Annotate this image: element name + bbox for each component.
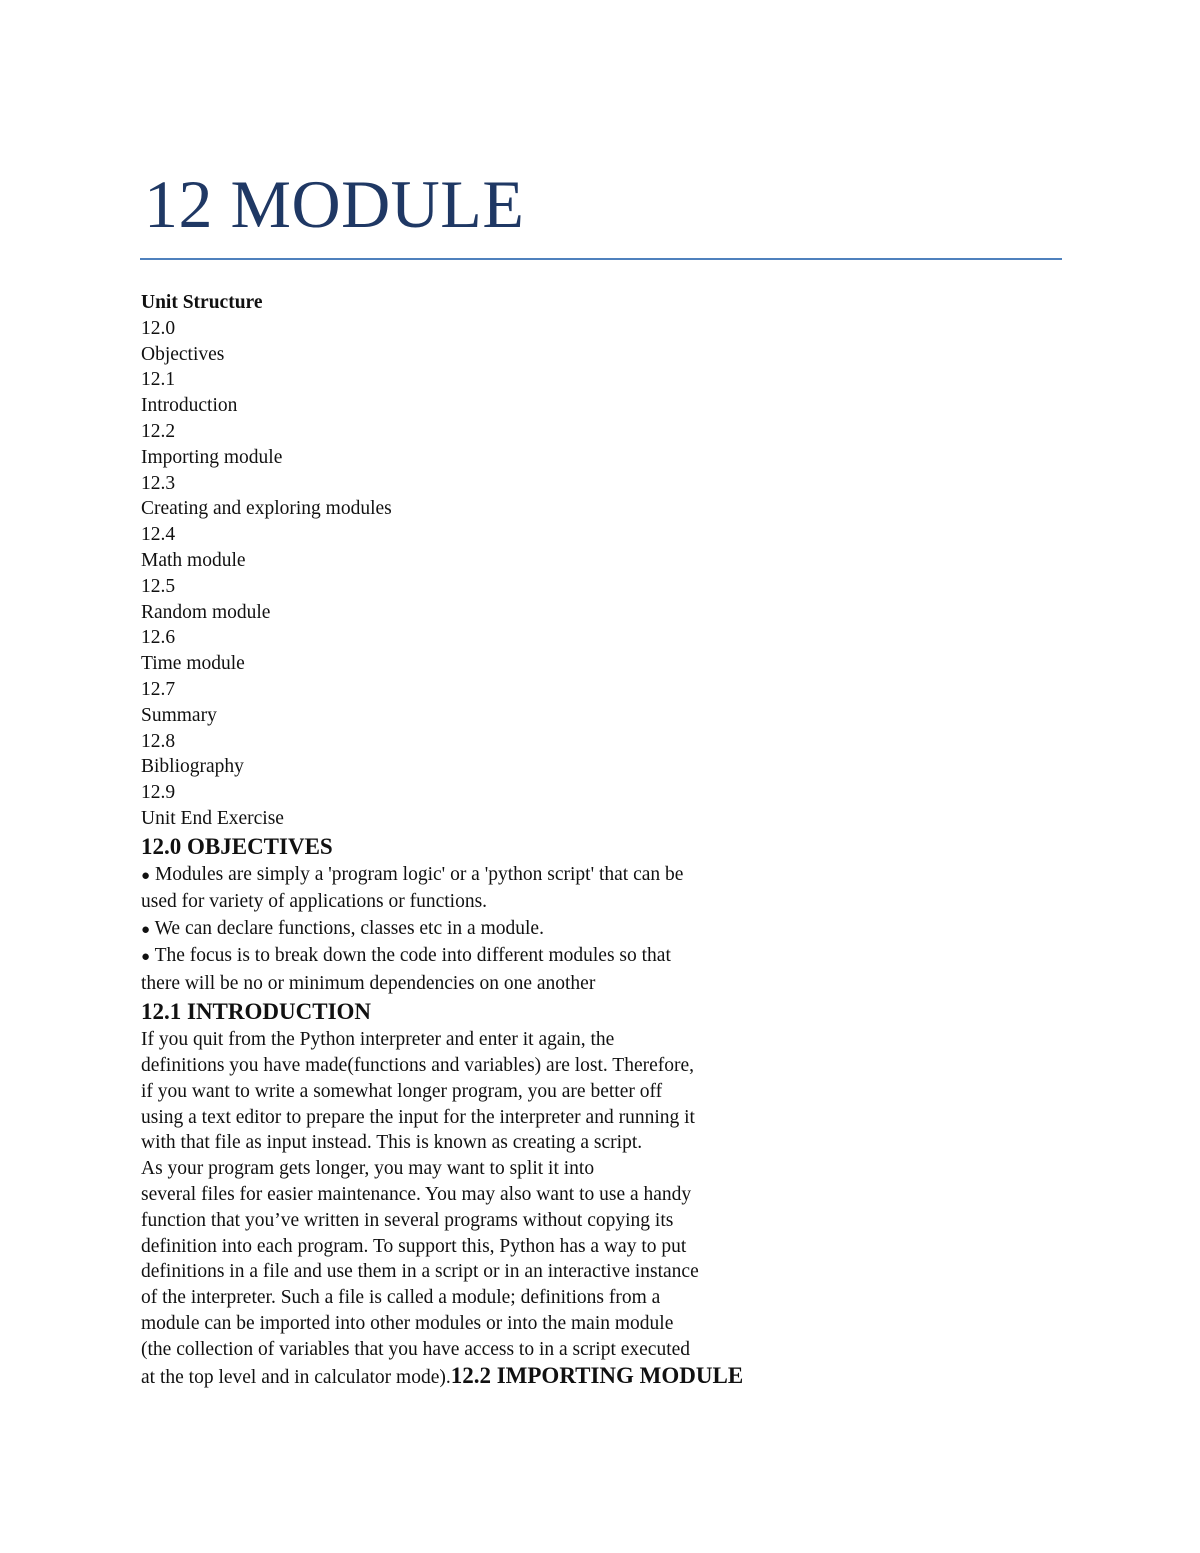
page-title: 12 MODULE [144,166,525,242]
bullet-icon: ● [141,921,151,938]
toc-label: Introduction [141,395,238,417]
toc-number: 12.3 [141,472,176,494]
toc-label: Summary [141,704,217,726]
importing-module-heading: 12.2 IMPORTING MODULE [450,1362,744,1388]
toc-label: Bibliography [141,756,244,778]
toc-number: 12.2 [141,420,176,442]
toc-number: 12.5 [141,575,176,597]
paragraph-line: function that you’ve written in several programs without copying its [141,1209,674,1231]
toc-label: Time module [141,653,245,675]
paragraph-line: definitions in a file and use them in a script or in an interactive instance [141,1261,699,1283]
toc-label: Importing module [141,446,283,468]
toc-number: 12.8 [141,730,176,752]
paragraph-line: using a text editor to prepare the input for the interpreter and running it [141,1106,695,1128]
bullet-item [141,862,841,916]
toc-number: 12.6 [141,627,176,649]
unit-structure-heading: Unit Structure [141,292,263,313]
toc-label: Objectives [141,343,225,365]
bullet-text-line: The focus is to break down the code into different modules so that [154,945,671,967]
toc-number: 12.7 [141,678,176,700]
introduction-heading: 12.1 INTRODUCTION [141,999,372,1025]
toc-label: Random module [141,601,271,623]
paragraph-line-text: at the top level and in calculator mode). [141,1366,451,1388]
objectives-heading: 12.0 OBJECTIVES [141,833,333,859]
bullet-icon: ● [141,949,151,966]
paragraph-line: with that file as input instead. This is known as creating a script. [141,1132,643,1154]
introduction-text [141,1027,841,1390]
paragraph-line: If you quit from the Python interpreter and enter it again, the [141,1029,615,1051]
objectives-list [141,862,841,998]
paragraph-line: module can be imported into other modules or into the main module [141,1313,674,1334]
paragraph-line: several files for easier maintenance. You may also want to use a handy [141,1184,692,1206]
title-underline [140,258,1062,260]
bullet-text-line: Modules are simply a 'program logic' or a 'python script' that can be [154,863,684,885]
paragraph-line: if you want to write a somewhat longer program, you are better off [141,1080,663,1102]
bullet-text-line: We can declare functions, classes etc in a module. [154,917,544,939]
bullet-item [141,916,841,944]
toc-number: 12.9 [141,782,176,804]
paragraph-line: definitions you have made(functions and variables) are lost. Therefore, [141,1055,695,1077]
paragraph-line: definition into each program. To support this, Python has a way to put [141,1235,687,1257]
document-body [141,290,841,1390]
bullet-icon: ● [141,867,151,884]
paragraph-line: (the collection of variables that you have access to in a script executed [141,1338,691,1360]
paragraph-line: As your program gets longer, you may want to split it into [141,1158,595,1180]
toc-label: Creating and exploring modules [141,498,392,520]
toc-number: 12.0 [141,317,176,339]
bullet-item [141,943,841,997]
toc-label: Unit End Exercise [141,807,284,829]
toc-number: 12.1 [141,369,176,391]
bullet-text-line: used for variety of applications or functions. [141,891,488,913]
toc-label: Math module [141,549,246,571]
toc-number: 12.4 [141,524,176,546]
paragraph-line: of the interpreter. Such a file is called a module; definitions from a [141,1287,661,1309]
bullet-text-line: there will be no or minimum dependencies on one another [141,972,596,994]
paragraph-last-line [141,1363,841,1391]
unit-structure-list [141,316,841,832]
